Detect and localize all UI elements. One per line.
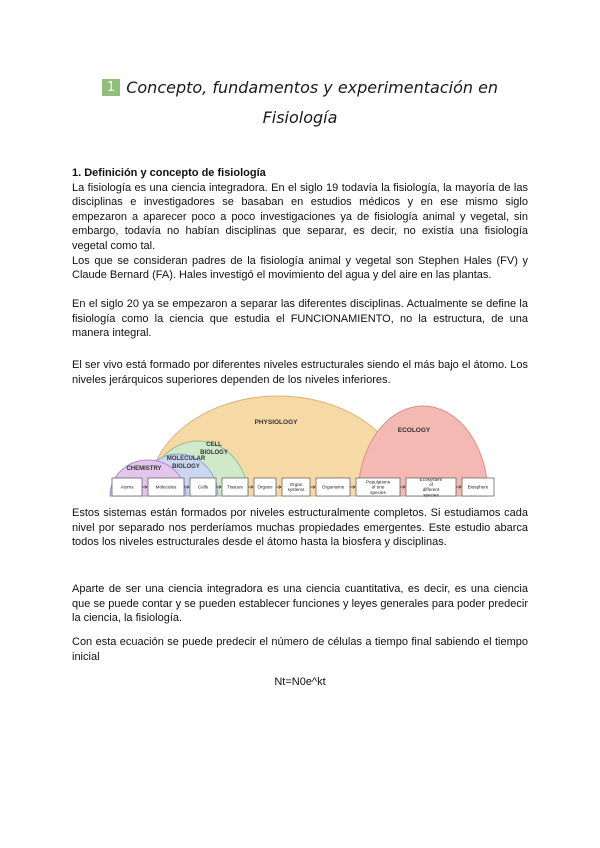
level-label: Ecosystem of different species [419,476,443,498]
level-label: Biosphere [467,484,489,490]
molecular-label-2: BIOLOGY [172,464,200,470]
level-label: Organs [257,484,273,490]
level-label: Molecules [155,484,177,490]
paragraph-2: Los que se consideran padres de la fisiología animal y vegetal son Stephen Hales (FV) y Claude Bernard (FA). Hales investigó el movimiento del agua y del aire en las plantas. [72,254,528,282]
section-heading: 1. Definición y concepto de fisiología [72,167,266,179]
paragraph-5: Estos sistemas están formados por niveles estructuralmente completos. Si estudiamos cada nivel por separado nos perderíamos muchas propiedades emergentes. Este estudio abarca todos los niveles estructurales desde el átomo hasta la biosfera y disciplinas. [72,507,528,549]
level-label: Populations of one species [365,479,391,495]
cell-label-2: BIOLOGY [200,450,228,456]
section-1-block [72,166,528,283]
title-line-2: Fisiología [262,108,338,127]
level-label: Organisms [321,484,345,490]
growth-equation: Nt=N0e^kt [274,676,326,688]
paragraph-7: Con esta ecuación se puede predecir el número de células a tiempo final sabiendo el tiempo inicial [72,636,528,663]
level-label: Atoms [120,484,134,490]
paragraph-4: El ser vivo está formado por diferentes niveles estructurales siendo el más bajo el átomo. Los niveles jerárquicos superiores dependen de los niveles inferiores. [72,359,528,386]
structural-levels-diagram [0,392,600,502]
ecology-label: ECOLOGY [397,427,431,434]
paragraph-1: La fisiología es una ciencia integradora. En el siglo 19 todavía la fisiología, la mayoría de las disciplinas e investigadores se basaban en estudios médicos y en ese mismo siglo empezaron a aparecer poco a poco investigaciones ya de fisiología animal y vegetal, sin embargo, todavía no habían disciplinas que separar, es decir, no existía una fisiología vegetal como tal. [72,181,528,252]
level-label: Cells [197,484,209,490]
chapter-number-badge: 1 [102,79,120,96]
title-line-1: Concepto, fundamentos y experimentación en [126,78,499,97]
physiology-label: PHYSIOLOGY [254,419,298,426]
chapter-title [0,78,600,97]
paragraph-6: Aparte de ser una ciencia integradora es una ciencia cuantitativa, es decir, es una ciencia que se puede contar y se pueden establecer funciones y leyes generales para poder predecir la ciencia, la fisiología. [72,583,528,625]
level-label: Organ systems [287,482,305,493]
level-label: Tissues [227,484,243,490]
paragraph-3: En el siglo 20 ya se empezaron a separar las diferentes disciplinas. Actualmente se define la fisiología como la ciencia que estudia el FUNCIONAMIENTO, no la estructura, de una manera integral. [72,298,528,340]
molecular-label-1: MOLECULAR [166,456,206,462]
chemistry-label: CHEMISTRY [126,466,162,472]
cell-label-1: CELL [206,442,222,448]
